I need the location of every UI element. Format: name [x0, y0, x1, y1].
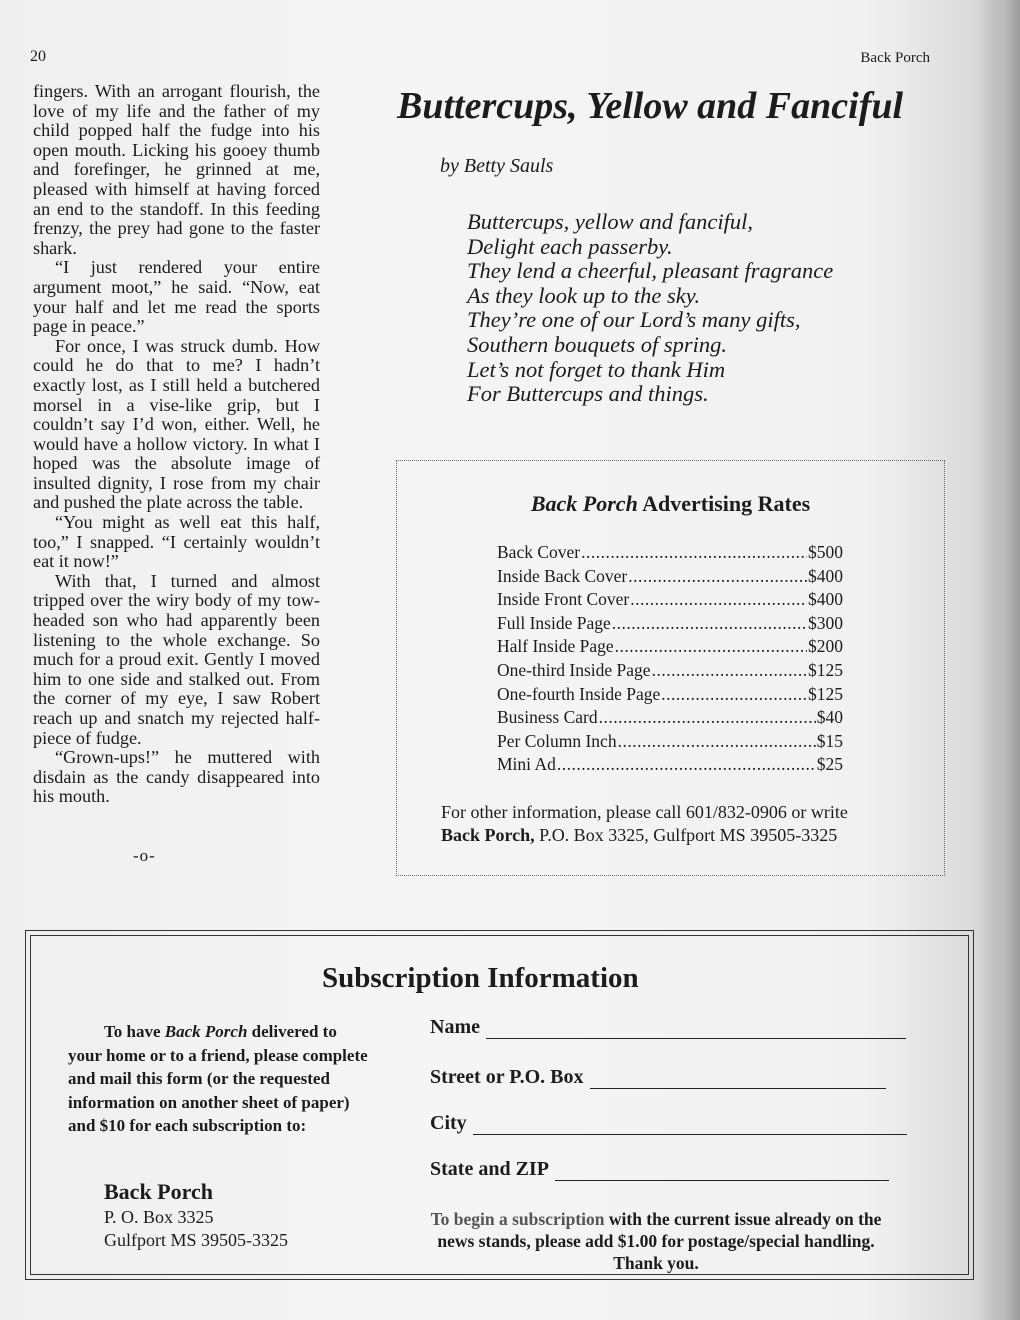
- name-blank-line: [486, 1020, 906, 1039]
- advertising-rates-box: [396, 460, 945, 876]
- form-row-city: [430, 1112, 907, 1135]
- form-row-state-zip: [430, 1158, 889, 1181]
- address-line: Gulfport MS 39505-3325: [104, 1230, 288, 1250]
- leader-dots: [599, 706, 816, 730]
- poem-line: Let’s not forget to thank Him: [467, 356, 726, 382]
- poem-byline: by Betty Sauls: [440, 155, 554, 177]
- story-paragraph: “You might as well eat this half, too,” I snapped. “I certainly wouldn’t eat it now!”: [33, 512, 320, 572]
- ad-title-magazine-name: Back Porch: [530, 491, 638, 516]
- advertising-rates-title: [397, 491, 944, 517]
- rate-label: Inside Front Cover: [497, 589, 630, 610]
- poem-line: They lend a cheerful, pleasant fragrance: [467, 258, 834, 284]
- rate-price: $200: [808, 636, 843, 657]
- leader-dots: [630, 588, 807, 612]
- leader-dots: [628, 565, 807, 589]
- rate-row: [497, 541, 843, 565]
- leader-dots: [581, 541, 807, 565]
- story-paragraph: For once, I was struck dumb. How could he do that to me? I hadn’t exactly lost, as I still held a butchered morsel in a vise-like grip, but I couldn’t say I’d won, either. Well, he would have a hollow victory. In what I hoped was the absolute image of insulted dignity, I rose from my chair and pushed the plate across the table.: [33, 335, 320, 513]
- story-paragraph: “Grown-ups!” he muttered with disdain as the candy disappeared into his mouth.: [33, 747, 320, 807]
- city-label: City: [430, 1112, 467, 1134]
- street-label: Street or P.O. Box: [430, 1066, 584, 1088]
- instructions-lead: To have: [104, 1022, 165, 1041]
- poem-line: They’re one of our Lord’s many gifts,: [467, 307, 801, 333]
- rate-list: [497, 541, 843, 777]
- rate-price: $500: [808, 542, 843, 562]
- state-zip-blank-line: [555, 1162, 889, 1181]
- poem-line: As they look up to the sky.: [467, 282, 701, 308]
- page-number: 20: [30, 48, 46, 65]
- rate-price: $400: [808, 589, 843, 610]
- story-column: [33, 82, 320, 807]
- subscription-mailing-address: [104, 1178, 288, 1252]
- footnote-lead: To begin a subscription: [430, 1209, 605, 1229]
- leader-dots: [612, 612, 807, 636]
- rate-label: Business Card: [497, 707, 598, 728]
- rate-label: Back Cover: [497, 542, 581, 562]
- rate-label: Per Column Inch: [497, 730, 617, 751]
- leader-dots: [618, 730, 816, 754]
- rate-label: Inside Back Cover: [497, 565, 628, 586]
- rate-row: [497, 565, 843, 589]
- instructions-magazine-name: Back Porch: [164, 1022, 248, 1041]
- page-binding-shadow: [980, 0, 1020, 1320]
- rate-price: $400: [808, 565, 843, 586]
- address-name: Back Porch: [104, 1179, 213, 1204]
- name-label: Name: [430, 1016, 480, 1038]
- leader-dots: [557, 753, 816, 777]
- rate-label: One-third Inside Page: [497, 659, 651, 680]
- poem-line: Buttercups, yellow and fanciful,: [467, 209, 753, 234]
- footnote-thanks: Thank you.: [613, 1253, 699, 1273]
- leader-dots: [615, 635, 807, 659]
- rate-row: [497, 753, 843, 777]
- poem-line: Delight each passerby.: [467, 233, 673, 259]
- rate-row: [497, 659, 843, 683]
- rate-label: One-fourth Inside Page: [497, 683, 661, 704]
- rate-row: [497, 683, 843, 707]
- story-end-mark: -o-: [133, 846, 156, 865]
- subscription-instructions: [68, 1020, 368, 1138]
- subscription-footnote: [426, 1208, 886, 1274]
- rate-price: $15: [816, 730, 843, 751]
- rate-price: $125: [808, 683, 843, 704]
- state-zip-label: State and ZIP: [430, 1158, 549, 1180]
- story-paragraph: “I just rendered your entire argument moot,” he said. “Now, eat your half and let me read the sports page in peace.”: [33, 257, 320, 337]
- rate-price: $125: [808, 659, 843, 680]
- ad-contact-address: [441, 824, 941, 847]
- rate-row: [497, 635, 843, 659]
- rate-row: [497, 730, 843, 754]
- instructions-body: delivered to your home or to a friend, please complete and mail this form (or the requested information on another sheet of paper) and $10 for each subscription to:: [68, 1022, 368, 1135]
- poem-line: For Buttercups and things.: [467, 381, 709, 407]
- poem-title: Buttercups, Yellow and Fanciful: [397, 85, 904, 127]
- leader-dots: [652, 659, 807, 683]
- rate-label: Half Inside Page: [497, 636, 614, 657]
- ad-title-rest: Advertising Rates: [637, 491, 811, 516]
- rate-price: $300: [808, 612, 843, 633]
- ad-contact-name: Back Porch,: [441, 825, 535, 845]
- rate-price: $25: [816, 754, 843, 775]
- rate-label: Full Inside Page: [497, 612, 611, 633]
- form-row-street: [430, 1066, 886, 1089]
- story-paragraph: fingers. With an arrogant flourish, the love of my life and the father of my child popped half the fudge into his open mouth. Licking his gooey thumb and forefinger, he grinned at me, pleased with himself at having forced an end to the standoff. In this feeding frenzy, the prey had gone to the faster shark.: [33, 81, 320, 258]
- ad-contact: [441, 801, 941, 847]
- ad-contact-line: For other information, please call 601/832-0906 or write: [441, 802, 848, 822]
- story-paragraph: With that, I turned and almost tripped over the wiry body of my tow-headed son who had apparently been listening to the whole exchange. So much for a proud exit. Gently I moved him to one side and stalked out. From the corner of my eye, I saw Robert reach up and snatch my rejected half-piece of fudge.: [33, 570, 320, 748]
- rate-label: Mini Ad: [497, 754, 556, 775]
- rate-row: [497, 612, 843, 636]
- form-row-name: [430, 1016, 906, 1039]
- subscription-title: Subscription Information: [322, 962, 639, 994]
- rate-price: $40: [816, 707, 843, 728]
- address-line: P. O. Box 3325: [104, 1207, 214, 1227]
- poem-lines: [467, 210, 927, 407]
- city-blank-line: [473, 1116, 907, 1135]
- running-head: Back Porch: [860, 50, 930, 66]
- leader-dots: [661, 683, 807, 707]
- ad-contact-postal: P.O. Box 3325, Gulfport MS 39505-3325: [534, 825, 838, 845]
- poem-line: Southern bouquets of spring.: [467, 331, 728, 357]
- street-blank-line: [590, 1070, 886, 1089]
- footnote-body: with the current issue already on the news stands, please add $1.00 for postage/special handling.: [437, 1209, 882, 1251]
- rate-row: [497, 706, 843, 730]
- rate-row: [497, 588, 843, 612]
